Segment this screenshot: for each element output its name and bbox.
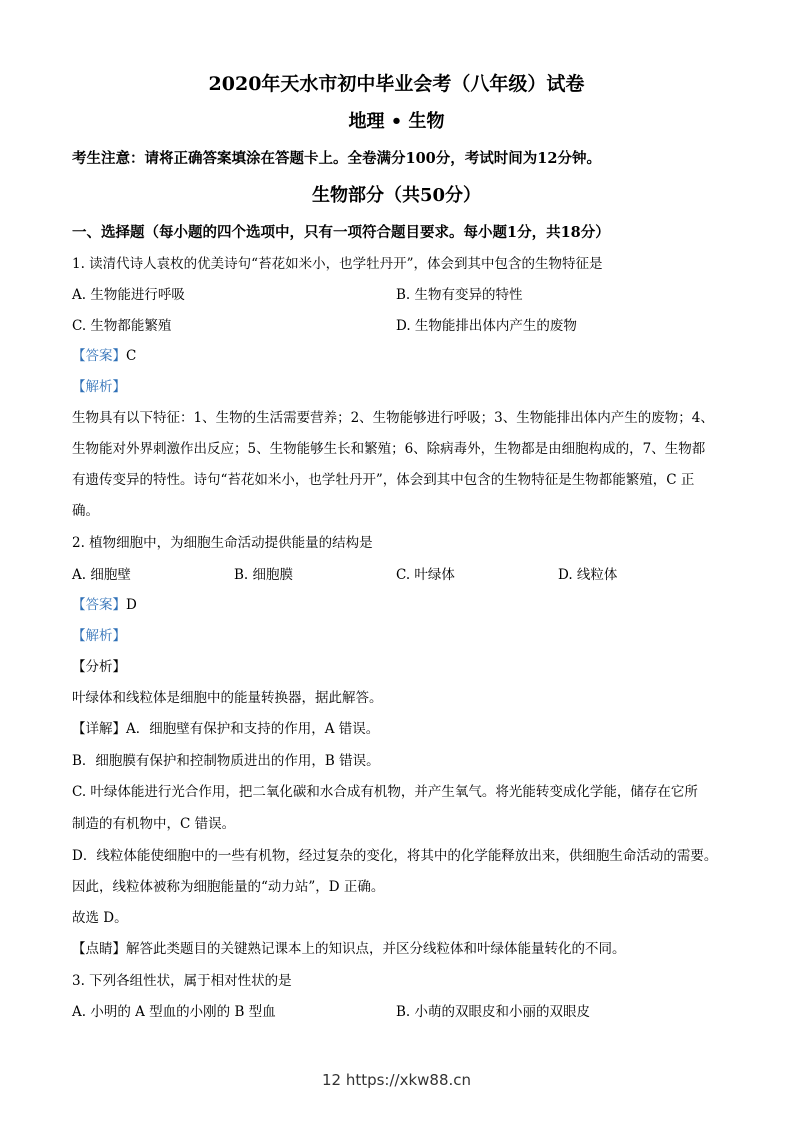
q2-analysis-line-9: 【点睛】解答此类题目的关键熟记课本上的知识点，并区分线粒体和叶绿体能量转化的不同。: [72, 941, 626, 957]
page-footer: 12 https://xkw88.cn: [321, 1071, 472, 1089]
q2-option-c: C. 叶绿体: [396, 567, 455, 583]
q1-option-d: D. 生物能排出体内产生的废物: [396, 318, 577, 334]
q2-answer-line: [72, 599, 137, 613]
q1-analysis-line-1: 生物具有以下特征：1、生物的生活需要营养；2、生物能够进行呼吸；3、生物能排出体内产生的废物；4、: [72, 410, 714, 426]
q2-answer-tag: 【答案】: [72, 597, 126, 613]
q2-analysis-line-4: C. 叶绿体能进行光合作用，把二氧化碳和水合成有机物，并产生氧气。将光能转变成化学能，储存在它所: [72, 784, 698, 800]
q1-answer-tag: 【答案】: [72, 348, 126, 364]
q3-option-b: B. 小萌的双眼皮和小丽的双眼皮: [396, 1004, 591, 1020]
q2-answer-value: D: [126, 597, 137, 613]
q1-answer-line: [72, 350, 136, 364]
q2-analysis-line-7: 因此，线粒体被称为细胞能量的“动力站”，D 正确。: [72, 879, 385, 895]
q1-option-b: B. 生物有变异的特性: [396, 287, 523, 303]
section-instruction: 一、选择题（每小题的四个选项中，只有一项符合题目要求。每小题1分，共18分）: [72, 224, 610, 241]
q2-analysis-line-2: 【详解】A．细胞壁有保护和支持的作用，A 错误。: [72, 721, 380, 737]
q1-option-a: A. 生物能进行呼吸: [72, 287, 185, 303]
q1-analysis-line-3: 有遗传变异的特性。诗句“苔花如米小，也学牡丹开”，体会到其中包含的生物特征是生物都能繁殖，C 正: [72, 472, 695, 488]
q2-analysis-line-1: 叶绿体和线粒体是细胞中的能量转换器，据此解答。: [72, 690, 383, 706]
q2-analysis-line-6: D．线粒体能使细胞中的一些有机物，经过复杂的变化，将其中的化学能释放出来，供细胞生命活动的需要。: [72, 848, 718, 864]
q1-analysis-tag: 【解析】: [72, 379, 126, 395]
q2-analysis-line-3: B．细胞膜有保护和控制物质进出的作用，B 错误。: [72, 753, 380, 769]
q2-option-d: D. 线粒体: [558, 567, 618, 583]
q2-analysis-tag: 【解析】: [72, 628, 126, 644]
exam-title: 2020年天水市初中毕业会考（八年级）试卷: [208, 73, 585, 95]
q1-analysis-line-2: 生物能对外界刺激作出反应；5、生物能够生长和繁殖；6、除病毒外，生物都是由细胞构成的，7、生物都: [72, 441, 706, 457]
q1-option-c: C. 生物都能繁殖: [72, 318, 172, 334]
q2-analysis-line-5: 制造的有机物中，C 错误。: [72, 816, 236, 832]
q1-answer-value: C: [126, 348, 137, 364]
exam-notice: 考生注意：请将正确答案填涂在答题卡上。全卷满分100分，考试时间为12分钟。: [72, 150, 601, 167]
q1-analysis-line-4: 确。: [72, 503, 99, 519]
exam-subject: 地理 • 生物: [348, 111, 445, 132]
q3-stem: 3. 下列各组性状，属于相对性状的是: [72, 973, 292, 989]
q2-option-a: A. 细胞壁: [72, 567, 131, 583]
q2-stem: 2. 植物细胞中，为细胞生命活动提供能量的结构是: [72, 535, 373, 551]
q2-analysis-line-8: 故选 D。: [72, 910, 128, 926]
section-title: 生物部分（共50分）: [311, 185, 482, 206]
q3-option-a: A. 小明的 A 型血的小刚的 B 型血: [72, 1004, 276, 1020]
q2-option-b: B. 细胞膜: [234, 567, 294, 583]
q2-analysis-heading: 【分析】: [72, 659, 126, 675]
q1-stem: 1. 读清代诗人袁枚的优美诗句“苔花如米小，也学牡丹开”，体会到其中包含的生物特征是: [72, 256, 603, 272]
